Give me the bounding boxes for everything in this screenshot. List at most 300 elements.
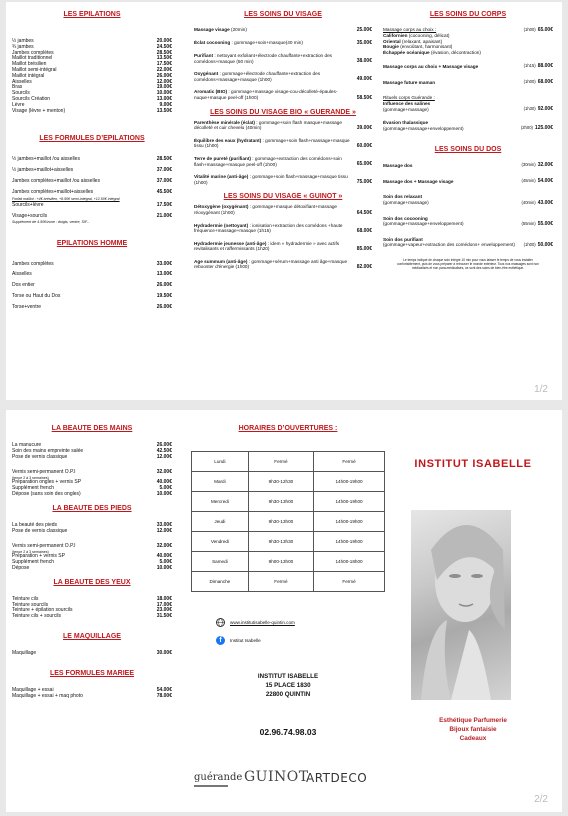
- service-price: 35.00€: [356, 40, 372, 46]
- service-name: Hydradermie jeunesse (anti-âge): [194, 240, 267, 246]
- price-item: [12, 283, 172, 289]
- item-label: Maquillage + essai + maq photo: [12, 692, 83, 699]
- item-price: 10.00€: [156, 564, 172, 571]
- service-price: 49.00€: [356, 76, 372, 83]
- service-price: 125.00€: [534, 125, 553, 132]
- hours-day: Dimanche: [192, 572, 249, 592]
- service-item: [194, 223, 372, 234]
- service-item: [383, 178, 553, 184]
- item-price: 23.00€: [156, 607, 172, 614]
- service-price: 65.00€: [356, 161, 372, 168]
- service-price: 88.00€: [537, 63, 553, 70]
- maquillage-list: [12, 651, 172, 657]
- service-name: Age summum (anti-âge): [194, 258, 248, 264]
- item-price: 10.00€: [156, 90, 172, 97]
- item-price: 12.00€: [156, 453, 172, 460]
- item-price: 30.00€: [156, 649, 172, 656]
- service-description: [194, 40, 355, 46]
- item-price: 17.00€: [156, 601, 172, 608]
- price-row: [12, 179, 172, 185]
- service-price: 85.00€: [356, 245, 372, 252]
- homme-list: [12, 262, 172, 311]
- price-row: [12, 262, 172, 268]
- service-description: [194, 156, 355, 167]
- service-description: [383, 237, 524, 248]
- service-description: [383, 80, 524, 86]
- item-label: Jambes complètes: [12, 260, 54, 267]
- hours-day: Samedi: [192, 552, 249, 572]
- section-title-yeux: LA BEAUTE DES YEUX: [53, 578, 131, 586]
- price-row: [12, 109, 172, 115]
- service-details: (gommage+massage): [383, 106, 429, 112]
- visage-list: [194, 27, 372, 101]
- massage-group-list: [383, 33, 553, 55]
- service-description: [194, 89, 355, 100]
- column-visage: [194, 2, 372, 277]
- service-duration: (40min): [521, 199, 536, 205]
- service-details: (gommage+massage): [383, 199, 429, 205]
- service-price: 38.00€: [356, 58, 372, 65]
- item-price: 13.50€: [156, 55, 172, 62]
- supplement-note: Supplément de 4.50€/zone : doigts, ventre, SIF...: [12, 220, 90, 225]
- massage-option: [383, 50, 553, 56]
- service-duration: (1h30): [523, 106, 536, 112]
- hours-day: Vendredi: [192, 532, 249, 552]
- service-duration: (1h00): [523, 79, 536, 85]
- price-item: [12, 168, 172, 174]
- item-label: Torse ou Haut du Dos: [12, 292, 61, 299]
- item-label: Dos entier: [12, 282, 35, 289]
- service-name: Hydradermie (nettoyant): [194, 222, 249, 228]
- guinot-list: [194, 204, 372, 270]
- price-item: [12, 529, 172, 535]
- service-details: : ionisation+extraction des comédons +haute fréquence+massage+masque (1h15): [194, 222, 343, 234]
- item-price: 45.50€: [156, 188, 172, 195]
- formules-list-2: [12, 203, 172, 220]
- item-price: 26.00€: [156, 282, 172, 289]
- service-item: [194, 174, 372, 185]
- item-label: Sourcils+lèvre: [12, 201, 44, 208]
- item-price: 5.00€: [159, 485, 172, 492]
- hours-row: [192, 572, 385, 592]
- item-price: 32.00€: [156, 469, 172, 476]
- item-price: 26.00€: [156, 303, 172, 310]
- item-price: 40.00€: [156, 553, 172, 560]
- page-number-1: 1/2: [534, 384, 548, 395]
- opening-hours-table: [191, 451, 385, 592]
- price-item: [12, 305, 172, 311]
- website-text: www.institutisabelle-quintin.com: [230, 620, 295, 625]
- item-price: 37.00€: [156, 167, 172, 174]
- service-item: [194, 259, 372, 270]
- service-description: [383, 101, 524, 112]
- hours-day: Jeudi: [192, 512, 249, 532]
- service-item: [383, 216, 553, 227]
- service-name: Soin dos relaxant: [383, 194, 423, 200]
- item-label: Teinture + épilation sourcils: [12, 607, 73, 614]
- hours-morning: Fermé: [248, 572, 313, 592]
- item-price: 28.50€: [156, 156, 172, 163]
- service-details: : gommage+sérum+massage anti âge+masque rebooster d'énergie (1h00): [194, 258, 348, 270]
- item-price: 13.00€: [156, 271, 172, 278]
- hours-afternoon: 14h00-19h00: [314, 472, 385, 492]
- service-description: [194, 223, 355, 234]
- price-item: [12, 262, 172, 268]
- item-price: 10.00€: [156, 490, 172, 497]
- pieds-list: [12, 523, 172, 572]
- price-row: [12, 294, 172, 300]
- service-name: Massage corps au choix + Massage visage: [383, 63, 479, 69]
- price-item: [12, 455, 172, 461]
- corps-list: [383, 63, 553, 85]
- item-price: 18.00€: [156, 595, 172, 602]
- item-price: 33.00€: [156, 260, 172, 267]
- massage-group-title: Massage corps au choix :: [383, 27, 437, 33]
- price-item: [12, 203, 172, 209]
- massage-option-name: Échappée océanique: [383, 49, 430, 55]
- service-duration: (1h15): [523, 63, 536, 69]
- item-label: Soin des mains empreinte salée: [12, 447, 84, 454]
- massage-group-duration: (1h00): [523, 27, 536, 32]
- item-price: 28.50€: [156, 49, 172, 56]
- service-item: [194, 27, 372, 33]
- logo-guerande: guérande: [194, 772, 242, 787]
- price-row: [12, 651, 172, 657]
- service-name: Influence des salines: [383, 100, 431, 106]
- hours-morning: 9h30-13h00: [248, 492, 313, 512]
- service-item: [383, 194, 553, 205]
- price-row: [12, 214, 172, 220]
- service-price: 68.00€: [356, 227, 372, 234]
- section-title-formules: LES FORMULES D’EPILATIONS: [39, 135, 145, 143]
- address-city: 22800 QUINTIN: [265, 691, 311, 698]
- item-label: ½ jambes: [12, 38, 34, 44]
- section-title-corps: LES SOINS DU CORPS: [429, 11, 507, 18]
- service-details: : gommage+soin flash+massage+masque tissu (1h00): [194, 174, 348, 185]
- service-description: [194, 174, 355, 185]
- price-item: [12, 214, 172, 220]
- service-name: Parenthèse minérale (éclat): [194, 119, 255, 125]
- price-row: [12, 168, 172, 174]
- section-title-maquillage: LE MAQUILLAGE: [63, 632, 121, 640]
- rituels-list: [383, 101, 553, 131]
- item-label: Supplément french: [12, 559, 54, 566]
- price-row: [12, 190, 172, 196]
- column-beaute: [12, 410, 172, 699]
- service-details: : gommage+extraction des comédons+soin flash+massage+masque peel-off (1h00): [194, 155, 342, 167]
- price-row: [12, 566, 172, 572]
- menu-page-1: [6, 2, 562, 400]
- price-row: [12, 203, 172, 209]
- tagline-cadeaux: Cadeaux: [459, 735, 487, 742]
- price-item: [12, 492, 172, 498]
- service-details: (gommage+massage+enveloppement): [383, 125, 464, 131]
- forfait-note: Forfait maillot : +4€ brésilien, +8.50€ semi-intégral, +12.50€ intégral: [12, 196, 120, 201]
- service-name: Massage dos + Massage visage: [383, 178, 454, 184]
- service-name: Aromatic (BIO): [194, 89, 228, 95]
- service-price: 43.00€: [537, 199, 553, 206]
- price-item: [12, 190, 172, 196]
- hours-row: [192, 552, 385, 572]
- hours-day: Mercredi: [192, 492, 249, 512]
- price-row: [12, 455, 172, 461]
- facebook-icon: f: [216, 636, 225, 645]
- price-row: [12, 157, 172, 163]
- item-price: 19.50€: [156, 292, 172, 299]
- page-number-2: 2/2: [534, 794, 548, 805]
- hours-afternoon: 14h00-18h00: [314, 552, 385, 572]
- service-item: [383, 237, 553, 248]
- price-row: [12, 272, 172, 278]
- service-details: : idem « hydradermie » avec actifs revitalisants et raffermissants (1h20): [194, 240, 340, 252]
- service-description: [383, 216, 522, 227]
- massage-option-desc: (évasion, décontraction): [429, 49, 481, 55]
- hours-row: [192, 472, 385, 492]
- service-price: 68.00€: [537, 79, 553, 86]
- service-price: 39.00€: [356, 124, 372, 131]
- item-label: Visage+sourcils: [12, 212, 48, 219]
- price-row: [12, 529, 172, 535]
- service-details: : nettoyant exfoliant+électrode chauffante+extraction des comédons+masque (50 min): [194, 53, 333, 64]
- service-description: [194, 204, 355, 215]
- price-item: [12, 272, 172, 278]
- item-price: 5.00€: [159, 559, 172, 566]
- hours-row: [192, 492, 385, 512]
- service-duration: (45min): [521, 178, 536, 184]
- service-name: Terre de pureté (purifiant): [194, 155, 251, 161]
- item-price: 40.00€: [156, 479, 172, 486]
- phone-number[interactable]: 02.96.74.98.03: [259, 727, 317, 737]
- item-label: Dépose (sans soin des ongles): [12, 490, 81, 497]
- section-title-visage: LES SOINS DU VISAGE: [244, 11, 322, 18]
- service-name: Détoxygène (oxygénant): [194, 204, 249, 210]
- service-description: [194, 71, 355, 82]
- item-label: Maillot semi-intégral: [12, 66, 57, 73]
- hours-morning: 9h30-13h30: [248, 532, 313, 552]
- item-price: 54.00€: [156, 686, 172, 693]
- service-item: [194, 71, 372, 82]
- formules-list: [12, 157, 172, 195]
- section-title-homme: EPILATIONS HOMME: [56, 239, 128, 247]
- globe-icon: [216, 618, 225, 627]
- service-duration: (2h00): [520, 125, 533, 131]
- rituels-title: Rituels corps Guérande :: [383, 95, 435, 101]
- hours-morning: Fermé: [248, 452, 313, 472]
- hours-morning: 9h30-13h00: [248, 512, 313, 532]
- hours-afternoon: 14h00-19h00: [314, 512, 385, 532]
- item-price: 12.00€: [156, 78, 172, 85]
- logo-artdeco: ARTDECO: [306, 771, 368, 785]
- item-label: Sourcils: [12, 90, 30, 97]
- service-item: [194, 53, 372, 64]
- footnote: Le temps indiqué de chaque soin intègre 10 min pour vous laisser le temps de vous installer confortablement, puis de vous préparer à retrouver le monde extérieur. Tous nos massages sont non médicalisés et non para-médicalisés, ce sont des soins de bien-être esthétique.: [397, 257, 539, 270]
- service-description: [383, 163, 522, 169]
- item-label: Teinture sourcils: [12, 601, 49, 608]
- item-label: Torse+ventre: [12, 303, 42, 310]
- service-item: [194, 89, 372, 100]
- price-row: [12, 283, 172, 289]
- hours-morning: 9h00-13h00: [248, 552, 313, 572]
- service-item: [194, 120, 372, 131]
- massage-option-name: Californien: [383, 33, 408, 38]
- service-name: Soin dos cocooning: [383, 215, 428, 221]
- service-details: (gommage+massage+enveloppement): [383, 221, 464, 227]
- service-price: 25.00€: [356, 27, 372, 33]
- mains-list: [12, 443, 172, 498]
- item-price: 20.00€: [156, 38, 172, 44]
- item-sub: (tenue 2 à 3 semaines): [12, 476, 49, 481]
- service-details: : gommage+soin+masque(40 min): [230, 40, 303, 46]
- price-row: [12, 614, 172, 620]
- section-title-epilations: LES EPILATIONS: [63, 11, 121, 18]
- service-item: [383, 120, 553, 131]
- column-epilations: [12, 2, 172, 311]
- service-item: [194, 156, 372, 167]
- section-title-pieds: LA BEAUTE DES PIEDS: [52, 504, 132, 512]
- hours-day: Lundi: [192, 452, 249, 472]
- section-title-guerande: LES SOINS DU VISAGE BIO « GUERANDE »: [210, 108, 356, 116]
- service-name: Évasion thalassique: [383, 120, 429, 126]
- service-name: Massage visage: [194, 27, 230, 33]
- epilations-list: [12, 39, 172, 114]
- service-price: 64.50€: [356, 209, 372, 216]
- item-price: 17.50€: [156, 61, 172, 68]
- service-description: [383, 64, 524, 70]
- hours-morning: 9h30-12h30: [248, 472, 313, 492]
- service-description: [194, 53, 355, 64]
- item-price: 9.00€: [159, 101, 172, 108]
- service-details: (20min): [229, 27, 247, 33]
- website-link[interactable]: [216, 618, 295, 627]
- service-duration: (1h00): [523, 241, 536, 247]
- brand-taglines: [398, 716, 548, 743]
- address-street: 15 PLACE 1830: [265, 682, 311, 689]
- hours-row: [192, 452, 385, 472]
- service-description: [383, 179, 522, 185]
- item-label: Teinture cils: [12, 595, 39, 602]
- item-label: Préparation + vernis SP: [12, 553, 65, 560]
- service-name: Massage future maman: [383, 79, 436, 85]
- service-details: : gommage+soin flash masque+massage décolleté et cuir chevelu (40min): [194, 119, 342, 131]
- section-title-dos: LES SOINS DU DOS: [434, 146, 502, 154]
- service-details: : gommage+masque détoxifiant+massage réoxygénant (1h00): [194, 204, 338, 215]
- service-name: Purifiant: [194, 53, 214, 58]
- item-label: Sourcils Création: [12, 95, 51, 102]
- item-label: Aisselles: [12, 78, 32, 85]
- item-label: Teinture cils + sourcils: [12, 613, 62, 620]
- service-name: Vitalité marine (anti-âge): [194, 174, 249, 180]
- service-item: [194, 40, 372, 46]
- item-label: ½ jambes+maillot /ou aisselles: [12, 156, 80, 163]
- massage-option-desc: (relaxant, apaisant): [400, 38, 443, 44]
- price-row: [12, 694, 172, 700]
- item-price: 32.00€: [156, 543, 172, 550]
- item-label: Maquillage + essai: [12, 686, 54, 693]
- item-price: 78.00€: [156, 692, 172, 699]
- item-price: 21.00€: [156, 212, 172, 219]
- service-item: [383, 63, 553, 69]
- item-price: 13.00€: [156, 95, 172, 102]
- service-price: 54.00€: [537, 178, 553, 185]
- service-price: 55.00€: [537, 220, 553, 227]
- price-item: [12, 294, 172, 300]
- tagline-esthetique: Esthétique Parfumerie: [439, 717, 507, 724]
- service-details: (gommage+vapeur+extraction des comédons+ enveloppement): [383, 242, 515, 248]
- item-price: 37.00€: [156, 177, 172, 184]
- facebook-link[interactable]: [216, 636, 261, 645]
- dos-list: [383, 162, 553, 248]
- item-label: La manucure: [12, 442, 42, 448]
- item-label: ½ jambes+maillot+aisselles: [12, 167, 74, 174]
- logo-guinot: GUINOT: [244, 769, 309, 785]
- item-price: 13.50€: [156, 107, 172, 114]
- item-label: Pose de vernis classique: [12, 453, 68, 460]
- service-description: [194, 138, 355, 149]
- item-price: 19.00€: [156, 84, 172, 91]
- service-duration: (55min): [521, 220, 536, 226]
- price-row: [12, 492, 172, 498]
- item-label: Maillot intégral: [12, 72, 45, 79]
- hours-day: Mardi: [192, 472, 249, 492]
- service-item: [383, 101, 553, 112]
- item-label: Jambes complètes+maillot+aisselles: [12, 188, 94, 195]
- item-label: Maillot brésilien: [12, 61, 47, 68]
- price-item: [12, 694, 172, 700]
- service-price: 32.00€: [537, 162, 553, 169]
- price-item: [12, 651, 172, 657]
- item-label: Supplément french: [12, 485, 54, 492]
- item-price: 26.00€: [156, 442, 172, 448]
- service-name: Soin dos purifiant: [383, 236, 423, 242]
- brand-name: INSTITUT ISABELLE: [414, 458, 532, 470]
- service-description: [383, 120, 521, 131]
- service-description: [383, 194, 522, 205]
- service-details: : gommage+massage visage-cou-décolleté-épaules-nuque+masque peel-off (1h00): [194, 89, 338, 100]
- service-price: 82.00€: [356, 264, 372, 271]
- massage-option-name: Bougie: [383, 44, 399, 50]
- section-title-mains: LA BEAUTE DES MAINS: [51, 425, 133, 432]
- item-sub: (tenue 2 à 3 semaines): [12, 550, 49, 555]
- item-label: Préparation ongles + vernis SP: [12, 479, 82, 486]
- item-price: 17.50€: [156, 201, 172, 208]
- item-label: Jambes complètes: [12, 49, 54, 56]
- price-item: [12, 179, 172, 185]
- price-item: [12, 157, 172, 163]
- item-label: Aisselles: [12, 271, 32, 278]
- service-item: [194, 204, 372, 215]
- hours-row: [192, 512, 385, 532]
- price-row: [12, 305, 172, 311]
- service-duration: (30min): [521, 162, 536, 168]
- item-label: Bras: [12, 84, 23, 91]
- column-corps: [383, 2, 553, 270]
- service-name: Éclat cocooning: [194, 40, 231, 46]
- service-description: [194, 27, 355, 33]
- item-label: Lèvre: [12, 101, 25, 108]
- service-details: : gommage+électrode chauffante+extraction des comédons+massage+masque (1h00): [194, 71, 321, 82]
- item-price: 31.50€: [156, 613, 172, 620]
- service-item: [383, 162, 553, 168]
- service-price: 92.00€: [537, 106, 553, 113]
- service-description: [194, 259, 355, 270]
- yeux-list: [12, 597, 172, 620]
- facebook-text: Institut Isabelle: [230, 638, 261, 643]
- item-price: 12.00€: [156, 527, 172, 534]
- price-item: [12, 109, 172, 115]
- service-details: : gommage+soin flash+massage+masque tissu (1h00): [194, 137, 350, 149]
- hours-afternoon: 14h00-19h00: [314, 532, 385, 552]
- massage-option-desc: (cocooning, délicat): [407, 33, 450, 38]
